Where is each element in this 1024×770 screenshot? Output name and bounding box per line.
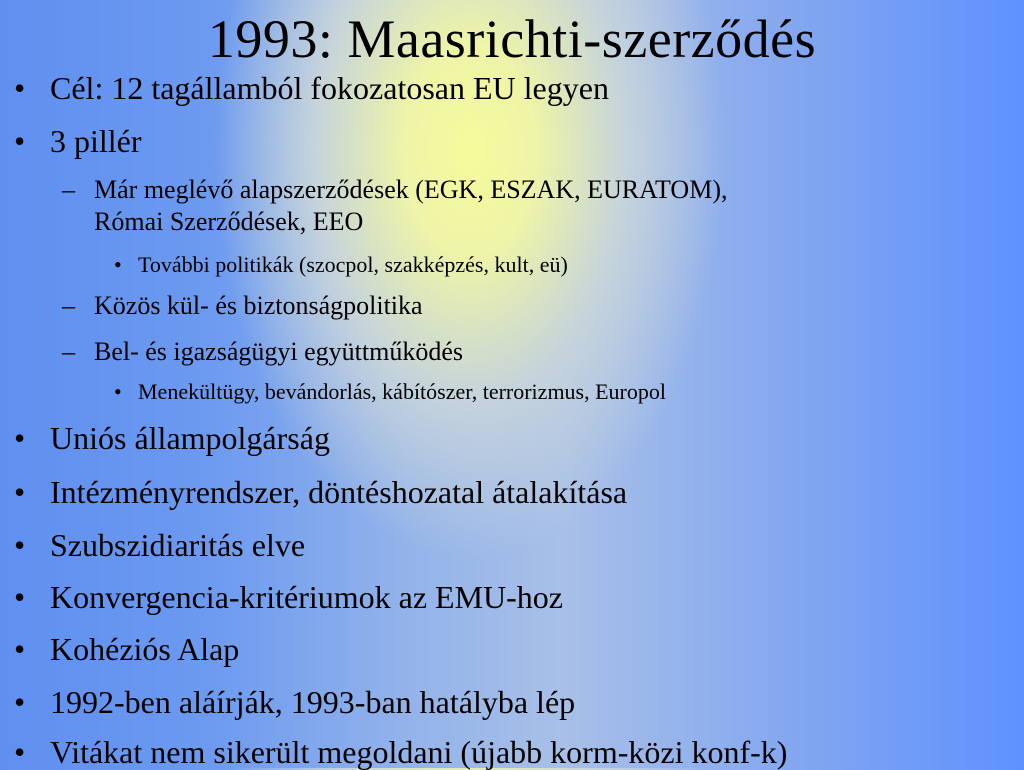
dash-marker: – [62, 337, 75, 366]
bullet-marker: • [14, 734, 26, 770]
bullet-text: Közös kül- és biztonságpolitika [94, 291, 423, 320]
sub-bullet-item [62, 290, 423, 322]
bullet-item [14, 70, 609, 106]
bullet-item [14, 684, 576, 720]
bullet-marker: • [14, 70, 26, 106]
bullet-item [14, 734, 788, 770]
sub-sub-bullet-item [114, 379, 666, 405]
bullet-text: Bel- és igazságügyi együttműködés [94, 337, 463, 366]
bullet-text: 1992-ben aláírják, 1993-ban hatályba lép [50, 684, 576, 720]
bullet-text: Kohéziós Alap [50, 631, 240, 667]
bullet-marker: • [14, 579, 26, 615]
bullet-marker: • [14, 123, 26, 159]
bullet-marker: • [14, 527, 26, 563]
bullet-text: Cél: 12 tagállamból fokozatosan EU legyen [50, 70, 609, 106]
bullet-text: Intézményrendszer, döntéshozatal átalakítása [50, 474, 628, 510]
bullet-text: További politikák (szocpol, szakképzés, kult, eü) [138, 252, 568, 277]
bullet-item [14, 123, 142, 159]
bullet-marker: • [14, 420, 26, 456]
bullet-text: Menekültügy, bevándorlás, kábítószer, terrorizmus, Europol [138, 379, 666, 404]
bullet-text: Már meglévő alapszerződések (EGK, ESZAK, EURATOM), [94, 175, 728, 204]
bullet-text: 3 pillér [50, 123, 142, 159]
bullet-marker: • [14, 474, 26, 510]
bullet-marker: • [14, 684, 26, 720]
bullet-text: Szubszidiaritás elve [50, 527, 306, 563]
bullet-item [14, 579, 563, 615]
sub-sub-bullet-item [114, 252, 568, 278]
bullet-text: Uniós állampolgárság [50, 420, 330, 456]
bullet-item [14, 420, 330, 456]
bullet-text-continuation: Római Szerződések, EEO [94, 207, 364, 236]
dash-marker: – [62, 175, 75, 204]
bullet-text: Vitákat nem sikerült megoldani (újabb korm-közi konf-k) [50, 734, 788, 770]
sub-bullet-item [62, 336, 463, 368]
slide-title: 1993: Maasrichti-szerződés [207, 9, 817, 69]
bullet-item [14, 631, 240, 667]
bullet-text: Konvergencia-kritériumok az EMU-hoz [50, 579, 563, 615]
sub-bullet-item [62, 174, 728, 238]
bullet-marker: • [14, 631, 26, 667]
bullet-marker: • [114, 379, 122, 404]
bullet-marker: • [114, 252, 122, 277]
bullet-item [14, 527, 306, 563]
dash-marker: – [62, 291, 75, 320]
bullet-item [14, 474, 628, 510]
